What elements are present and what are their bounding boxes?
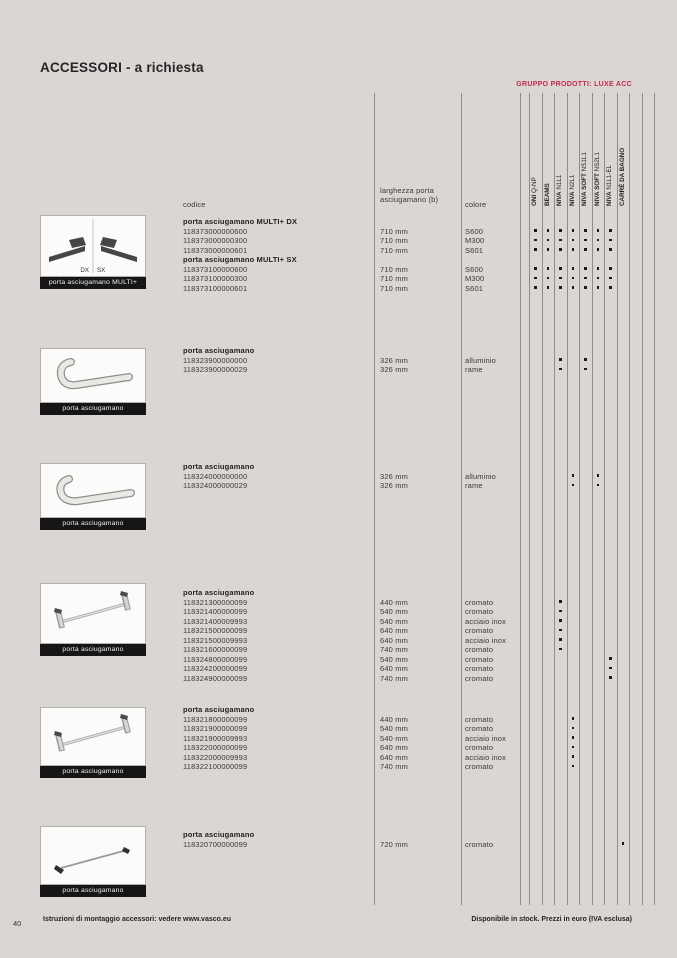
availability-dot xyxy=(609,286,612,289)
pane-label-sx: SX xyxy=(97,267,106,274)
color-cell: acciaio inox xyxy=(465,635,506,645)
availability-dot xyxy=(547,277,550,280)
width-cell: 540 mm xyxy=(380,654,408,664)
availability-dot xyxy=(597,229,600,232)
color-cell: cromato xyxy=(465,645,494,654)
pane-label-dx: DX xyxy=(80,267,89,274)
color-cell: cromato xyxy=(465,607,494,616)
color-cell: acciaio inox xyxy=(465,733,506,743)
availability-dot xyxy=(584,286,587,289)
product-image-caption: porta asciugamano xyxy=(40,766,146,778)
availability-dot xyxy=(597,277,600,280)
availability-dot xyxy=(584,277,587,280)
product-photo xyxy=(40,826,146,885)
availability-dot xyxy=(572,248,575,251)
product-image-caption: porta asciugamano xyxy=(40,644,146,656)
product-photo-rail xyxy=(41,585,145,642)
availability-dot xyxy=(559,286,562,289)
width-cell: 540 mm xyxy=(380,616,408,626)
width-cell: 710 mm xyxy=(380,226,408,236)
color-cell: cromato xyxy=(465,654,494,664)
availability-dot xyxy=(547,229,550,232)
availability-dot xyxy=(584,248,587,251)
width-cell: 440 mm xyxy=(380,597,408,607)
section-title: porta asciugamano xyxy=(183,705,255,714)
width-cell: 440 mm xyxy=(380,714,408,724)
matrix-column-header xyxy=(531,177,539,206)
availability-dot xyxy=(609,277,612,280)
matrix-column-brand: NIVA xyxy=(568,191,576,206)
color-cell: S600 xyxy=(465,226,484,236)
product-code-cell: 118322100000099 xyxy=(183,762,248,771)
width-cell: 740 mm xyxy=(380,762,408,771)
footer-note-right: Disponibile in stock. Prezzi in euro (IVA esclusa) xyxy=(471,916,632,923)
availability-dot xyxy=(584,229,587,232)
availability-dot xyxy=(559,648,562,651)
availability-dot xyxy=(584,358,587,361)
section-title: porta asciugamano xyxy=(183,588,255,597)
width-cell: 710 mm xyxy=(380,274,408,283)
width-cell: 540 mm xyxy=(380,724,408,733)
matrix-column-brand: ONI xyxy=(531,194,538,206)
color-cell: cromato xyxy=(465,743,494,752)
matrix-column-brand: NIVA SOFT xyxy=(593,173,601,206)
availability-dot xyxy=(559,629,562,632)
matrix-column-header xyxy=(606,165,614,206)
availability-dot xyxy=(572,717,575,720)
availability-dot xyxy=(572,727,575,730)
availability-dot xyxy=(572,755,575,758)
page-number: 40 xyxy=(13,919,22,928)
availability-dot xyxy=(572,765,575,768)
color-cell: S601 xyxy=(465,245,484,255)
matrix-gridline xyxy=(567,93,568,905)
availability-dot xyxy=(559,239,562,242)
product-image-caption: porta asciugamano MULTI+ xyxy=(40,277,146,289)
matrix-column-header xyxy=(581,152,589,206)
width-cell: 326 mm xyxy=(380,481,408,490)
product-photo-rail xyxy=(41,708,145,765)
color-cell: cromato xyxy=(465,714,494,724)
width-cell: 540 mm xyxy=(380,733,408,743)
product-code-cell: 118324000000000 xyxy=(183,471,248,481)
matrix-gridline xyxy=(617,93,618,905)
width-cell: 740 mm xyxy=(380,673,408,683)
matrix-column-model: Q-NP xyxy=(531,177,538,195)
availability-dot xyxy=(572,239,575,242)
width-cell: 326 mm xyxy=(380,355,408,365)
matrix-gridline xyxy=(529,93,530,905)
color-cell: cromato xyxy=(465,626,494,635)
product-code-cell: 118320700000099 xyxy=(183,839,248,849)
availability-dot xyxy=(534,286,537,289)
availability-dot xyxy=(572,474,575,477)
availability-dot xyxy=(597,286,600,289)
product-group-label: GRUPPO PRODOTTI: LUXE ACC xyxy=(516,81,632,88)
product-photo xyxy=(40,583,146,644)
product-code-cell: 118373000000600 xyxy=(183,226,248,236)
availability-dot xyxy=(584,267,587,270)
width-cell: 710 mm xyxy=(380,236,408,245)
availability-dot xyxy=(572,484,575,487)
availability-dot xyxy=(572,229,575,232)
matrix-column-brand: NIVA SOFT xyxy=(581,173,588,206)
column-header-code: codice xyxy=(183,200,206,209)
matrix-gridline xyxy=(592,93,593,905)
availability-dot xyxy=(609,248,612,251)
column-header-color: colore xyxy=(465,200,487,209)
product-code-cell: 118322000000099 xyxy=(183,743,248,752)
product-code-cell: 118321600000099 xyxy=(183,645,248,654)
availability-dot xyxy=(547,248,550,251)
product-code-cell: 118321500000099 xyxy=(183,626,248,635)
product-code-cell: 118321300000099 xyxy=(183,597,248,607)
product-code-cell: 118323900000000 xyxy=(183,355,248,365)
product-code-cell: 118324200000099 xyxy=(183,664,248,673)
matrix-gridline xyxy=(542,93,543,905)
product-code-cell: 118321500009993 xyxy=(183,635,248,645)
section-title: porta asciugamano xyxy=(183,346,255,355)
availability-dot xyxy=(609,239,612,242)
availability-dot xyxy=(559,368,562,371)
matrix-column-brand: NIVA xyxy=(606,191,613,206)
width-cell: 540 mm xyxy=(380,607,408,616)
matrix-column-header xyxy=(544,183,552,206)
availability-dot xyxy=(534,277,537,280)
availability-dot xyxy=(609,657,612,660)
availability-dot xyxy=(559,267,562,270)
matrix-gridline xyxy=(629,93,630,905)
availability-dot xyxy=(559,610,562,613)
product-image-caption: porta asciugamano xyxy=(40,885,146,897)
color-cell: cromato xyxy=(465,673,494,683)
availability-dot xyxy=(622,842,625,845)
width-cell: 640 mm xyxy=(380,664,408,673)
color-cell: alluminio xyxy=(465,471,496,481)
product-code-cell: 118373000000300 xyxy=(183,236,248,245)
section-title: porta asciugamano MULTI+ DX xyxy=(183,217,298,226)
availability-dot xyxy=(534,267,537,270)
width-cell: 326 mm xyxy=(380,471,408,481)
availability-dot xyxy=(584,368,587,371)
divider-line xyxy=(374,93,375,905)
matrix-column-model: N2L1 xyxy=(568,174,576,192)
availability-dot xyxy=(609,229,612,232)
availability-dot xyxy=(597,484,600,487)
width-cell: 740 mm xyxy=(380,645,408,654)
product-code-cell: 118323900000029 xyxy=(183,365,248,374)
availability-dot xyxy=(572,277,575,280)
matrix-column-model: N1L1-EL xyxy=(606,164,613,192)
width-cell: 640 mm xyxy=(380,626,408,635)
width-cell: 710 mm xyxy=(380,264,408,274)
availability-dot xyxy=(534,229,537,232)
availability-dot xyxy=(584,239,587,242)
availability-dot xyxy=(572,746,575,749)
matrix-column-brand: CARRÉ DA BAGNO xyxy=(618,147,626,206)
availability-dot xyxy=(559,600,562,603)
product-code-cell: 118321900009993 xyxy=(183,733,248,743)
page-title: ACCESSORI - a richiesta xyxy=(40,60,204,75)
matrix-column-brand: BEAMS xyxy=(543,183,551,206)
availability-dot xyxy=(597,248,600,251)
color-cell: S601 xyxy=(465,283,484,293)
color-cell: cromato xyxy=(465,724,494,733)
width-cell: 720 mm xyxy=(380,839,408,849)
width-cell: 640 mm xyxy=(380,743,408,752)
availability-dot xyxy=(559,358,562,361)
product-code-cell: 118373100000600 xyxy=(183,264,248,274)
availability-dot xyxy=(547,267,550,270)
color-cell: alluminio xyxy=(465,355,496,365)
product-code-cell: 118373000000601 xyxy=(183,245,248,255)
footer-note-left: Istruzioni di montaggio accessori: vedere www.vasco.eu xyxy=(43,916,232,923)
matrix-gridline xyxy=(642,93,643,905)
availability-dot xyxy=(559,277,562,280)
product-image-caption: porta asciugamano xyxy=(40,403,146,415)
availability-dot xyxy=(609,267,612,270)
availability-dot xyxy=(572,267,575,270)
matrix-column-header xyxy=(619,148,627,206)
matrix-column-header xyxy=(556,175,564,206)
availability-dot xyxy=(609,667,612,670)
availability-dot xyxy=(559,619,562,622)
color-cell: S600 xyxy=(465,264,484,274)
section-title: porta asciugamano xyxy=(183,462,255,471)
color-cell: cromato xyxy=(465,762,494,771)
color-cell: rame xyxy=(465,481,483,490)
section-title: porta asciugamano MULTI+ SX xyxy=(183,255,297,264)
availability-dot xyxy=(572,286,575,289)
column-header-width-line1: larghezza porta xyxy=(380,186,434,195)
availability-dot xyxy=(597,239,600,242)
availability-dot xyxy=(559,638,562,641)
availability-dot xyxy=(609,676,612,679)
product-photo xyxy=(40,348,146,403)
matrix-column-header xyxy=(569,175,577,206)
width-cell: 326 mm xyxy=(380,365,408,374)
product-photo-hook xyxy=(41,349,145,402)
availability-dot xyxy=(572,736,575,739)
product-photo-rod xyxy=(41,827,145,884)
product-code-cell: 118373100000601 xyxy=(183,283,248,293)
product-code-cell: 118321400000099 xyxy=(183,607,248,616)
product-code-cell: 118321900000099 xyxy=(183,724,248,733)
color-cell: acciaio inox xyxy=(465,752,506,762)
divider-line xyxy=(461,93,462,905)
color-cell: cromato xyxy=(465,664,494,673)
width-cell: 640 mm xyxy=(380,752,408,762)
matrix-gridline xyxy=(579,93,580,905)
column-header-width-line2: asciugamano (b) xyxy=(380,195,439,204)
product-photo-hook xyxy=(41,464,145,517)
product-code-cell: 118321800000099 xyxy=(183,714,248,724)
matrix-gridline xyxy=(554,93,555,905)
availability-dot xyxy=(559,229,562,232)
product-code-cell: 118321400009993 xyxy=(183,616,248,626)
availability-dot xyxy=(559,248,562,251)
product-photo xyxy=(40,215,146,277)
matrix-column-model: NS1L1 xyxy=(581,152,588,174)
product-code-cell: 118324800000099 xyxy=(183,654,248,664)
matrix-gridline xyxy=(604,93,605,905)
section-title: porta asciugamano xyxy=(183,830,255,839)
availability-dot xyxy=(534,248,537,251)
matrix-gridline xyxy=(654,93,655,905)
width-cell: 640 mm xyxy=(380,635,408,645)
width-cell: 710 mm xyxy=(380,283,408,293)
availability-dot xyxy=(547,286,550,289)
product-image-caption: porta asciugamano xyxy=(40,518,146,530)
availability-dot xyxy=(547,239,550,242)
product-code-cell: 118373100000300 xyxy=(183,274,248,283)
product-photo-multi xyxy=(41,216,145,276)
matrix-column-brand: NIVA xyxy=(556,191,563,206)
availability-dot xyxy=(597,474,600,477)
color-cell: M300 xyxy=(465,274,485,283)
matrix-column-header xyxy=(594,152,602,206)
matrix-column-model: N1L1 xyxy=(556,174,563,192)
color-cell: M300 xyxy=(465,236,485,245)
availability-dot xyxy=(534,239,537,242)
color-cell: rame xyxy=(465,365,483,374)
color-cell: acciaio inox xyxy=(465,616,506,626)
width-cell: 710 mm xyxy=(380,245,408,255)
product-code-cell: 118322000009993 xyxy=(183,752,248,762)
product-code-cell: 118324900000099 xyxy=(183,673,248,683)
color-cell: cromato xyxy=(465,597,494,607)
matrix-column-model: NS2L1 xyxy=(593,152,601,174)
product-photo xyxy=(40,707,146,766)
divider-line xyxy=(520,93,521,905)
product-code-cell: 118324000000029 xyxy=(183,481,248,490)
availability-dot xyxy=(597,267,600,270)
product-photo xyxy=(40,463,146,518)
color-cell: cromato xyxy=(465,839,494,849)
